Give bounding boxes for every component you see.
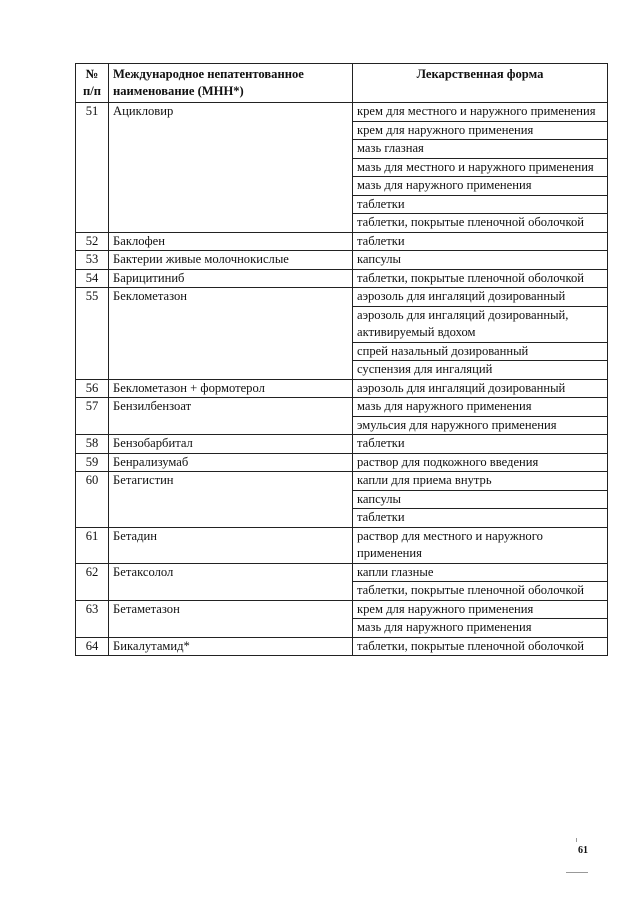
dosage-form: капли глазные [353, 563, 608, 582]
dosage-form: мазь для местного и наружного применения [353, 158, 608, 177]
dosage-form: мазь для наружного применения [353, 177, 608, 196]
table-row [76, 600, 608, 619]
header-number-line2: п/п [82, 84, 101, 98]
table-row [76, 398, 608, 417]
page-number: 61 [578, 845, 588, 856]
drug-name: Бенрализумаб [109, 453, 353, 472]
table-row [76, 527, 608, 563]
dosage-form: капли для приема внутрь [353, 472, 608, 491]
row-number: 58 [76, 435, 109, 454]
drug-name: Ацикловир [109, 103, 353, 233]
header-number-line1: № [85, 67, 99, 81]
row-number: 64 [76, 637, 109, 656]
row-number: 60 [76, 472, 109, 528]
scan-mark [576, 838, 577, 842]
table-row [76, 379, 608, 398]
header-inn: Международное непатентованное наименование (МНН*) [109, 64, 353, 103]
table-row [76, 453, 608, 472]
table-header-row [76, 64, 608, 103]
drug-name: Бактерии живые молочнокислые [109, 251, 353, 270]
row-number: 61 [76, 527, 109, 563]
dosage-form: капсулы [353, 490, 608, 509]
drug-name: Бетаксолол [109, 563, 353, 600]
row-number: 55 [76, 288, 109, 380]
row-number: 57 [76, 398, 109, 435]
drug-name: Бетадин [109, 527, 353, 563]
dosage-form: мазь для наружного применения [353, 398, 608, 417]
drug-name: Бетагистин [109, 472, 353, 528]
scan-mark [566, 872, 588, 873]
dosage-form: таблетки [353, 195, 608, 214]
drug-name: Барицитиниб [109, 269, 353, 288]
drug-name: Баклофен [109, 232, 353, 251]
table-row [76, 637, 608, 656]
dosage-form: таблетки [353, 509, 608, 528]
row-number: 56 [76, 379, 109, 398]
dosage-form: крем для наружного применения [353, 600, 608, 619]
row-number: 52 [76, 232, 109, 251]
drug-name: Бикалутамид* [109, 637, 353, 656]
row-number: 62 [76, 563, 109, 600]
dosage-form: крем для наружного применения [353, 121, 608, 140]
dosage-form: крем для местного и наружного применения [353, 103, 608, 122]
table-row [76, 232, 608, 251]
dosage-form: раствор для подкожного введения [353, 453, 608, 472]
dosage-form: таблетки, покрытые пленочной оболочкой [353, 214, 608, 233]
table-row [76, 269, 608, 288]
dosage-form: суспензия для ингаляций [353, 361, 608, 380]
dosage-form: мазь для наружного применения [353, 619, 608, 638]
dosage-form: капсулы [353, 251, 608, 270]
row-number: 53 [76, 251, 109, 270]
dosage-form: спрей назальный дозированный [353, 342, 608, 361]
row-number: 63 [76, 600, 109, 637]
dosage-form: аэрозоль для ингаляций дозированный [353, 379, 608, 398]
header-dosage-form: Лекарственная форма [353, 64, 608, 103]
dosage-form: эмульсия для наружного применения [353, 416, 608, 435]
dosage-form: таблетки [353, 435, 608, 454]
dosage-form: мазь глазная [353, 140, 608, 159]
dosage-form: аэрозоль для ингаляций дозированный, активируемый вдохом [353, 306, 608, 342]
table-body [76, 103, 608, 656]
dosage-form: таблетки, покрытые пленочной оболочкой [353, 637, 608, 656]
drug-table [75, 63, 608, 656]
table-row [76, 563, 608, 582]
row-number: 54 [76, 269, 109, 288]
table-row [76, 288, 608, 307]
table-row [76, 435, 608, 454]
drug-name: Беклометазон [109, 288, 353, 380]
drug-name: Бензобарбитал [109, 435, 353, 454]
table-row [76, 472, 608, 491]
dosage-form: аэрозоль для ингаляций дозированный [353, 288, 608, 307]
drug-name: Бетаметазон [109, 600, 353, 637]
table-row [76, 251, 608, 270]
dosage-form: таблетки, покрытые пленочной оболочкой [353, 582, 608, 601]
dosage-form: таблетки, покрытые пленочной оболочкой [353, 269, 608, 288]
dosage-form: таблетки [353, 232, 608, 251]
drug-name: Беклометазон + формотерол [109, 379, 353, 398]
dosage-form: раствор для местного и наружного применения [353, 527, 608, 563]
row-number: 51 [76, 103, 109, 233]
row-number: 59 [76, 453, 109, 472]
drug-name: Бензилбензоат [109, 398, 353, 435]
header-number [76, 64, 109, 103]
table-row [76, 103, 608, 122]
